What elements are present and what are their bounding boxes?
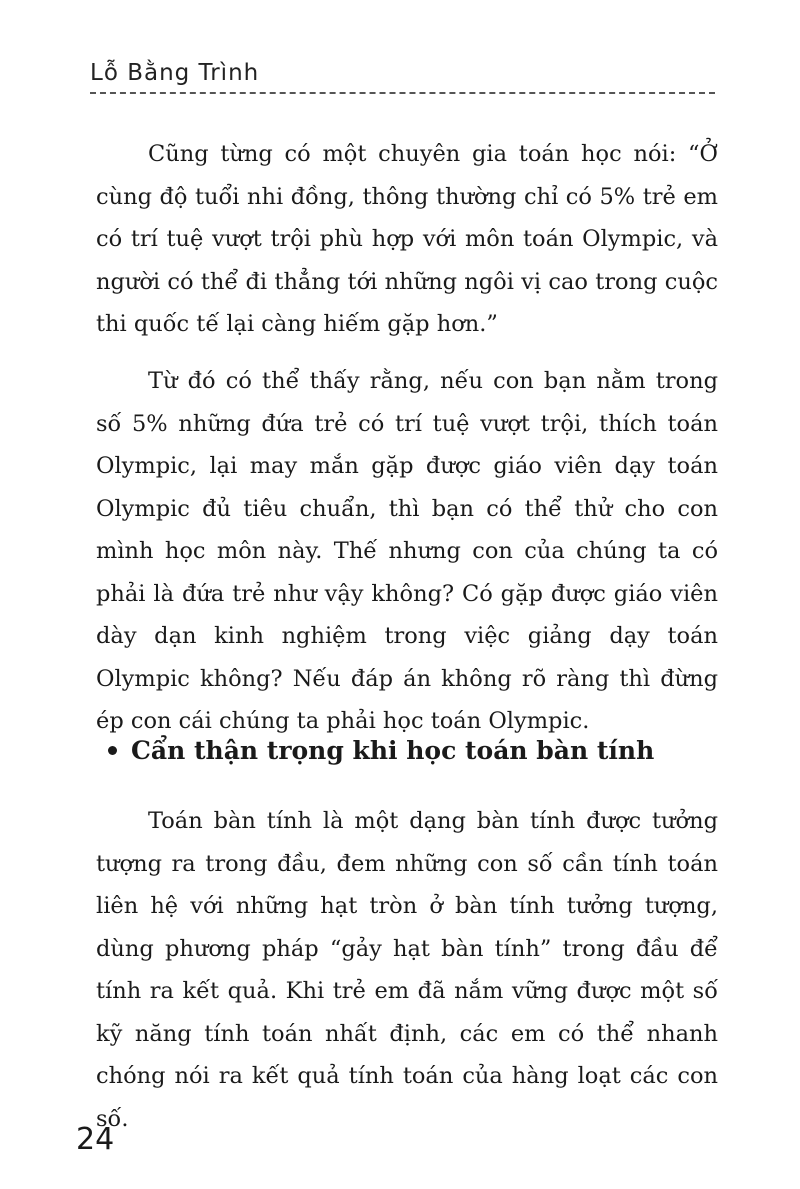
page-number: 24 [76,1122,115,1157]
paragraph-text: Cũng từng có một chuyên gia toán học nói: “Ở cùng độ tuổi nhi đồng, thông thường chỉ có 5% trẻ em có trí tuệ vượt trội phù hợp với môn toán Olympic, và người có thể đi thẳng tới những ngôi vị cao trong cuộc thi quốc tế lại càng hiếm gặp hơn.” [96,141,718,337]
paragraph-text: Từ đó có thể thấy rằng, nếu con bạn nằm trong số 5% những đứa trẻ có trí tuệ vượt trội, thích toán Olympic, lại may mắn gặp được giáo viên dạy toán Olympic đủ tiêu chuẩn, thì bạn có thể thử cho con mình học môn này. Thế nhưng con của chúng ta có phải là đứa trẻ như vậy không? Có gặp được giáo viên dày dạn kinh nghiệm trong việc giảng dạy toán Olympic không? Nếu đáp án không rõ ràng thì đừng ép con cái chúng ta phải học toán Olympic. [96,368,718,734]
paragraph-3 [96,800,718,1140]
author-name: Lỗ Bằng Trình [90,60,260,86]
bullet-icon [108,746,117,755]
paragraph-2 [96,360,718,743]
section-heading-text: Cẩn thận trọng khi học toán bàn tính [131,736,655,765]
paragraph-text: Toán bàn tính là một dạng bàn tính được tưởng tượng ra trong đầu, đem những con số cần tính toán liên hệ với những hạt tròn ở bàn tính tưởng tượng, dùng phương pháp “gảy hạt bàn tính” trong đầu để tính ra kết quả. Khi trẻ em đã nắm vững được một số kỹ năng tính toán nhất định, các em có thể nhanh chóng nói ra kết quả tính toán của hàng loạt các con số. [96,808,718,1132]
paragraph-1 [96,133,718,346]
running-header [90,54,715,94]
section-heading [108,730,718,772]
